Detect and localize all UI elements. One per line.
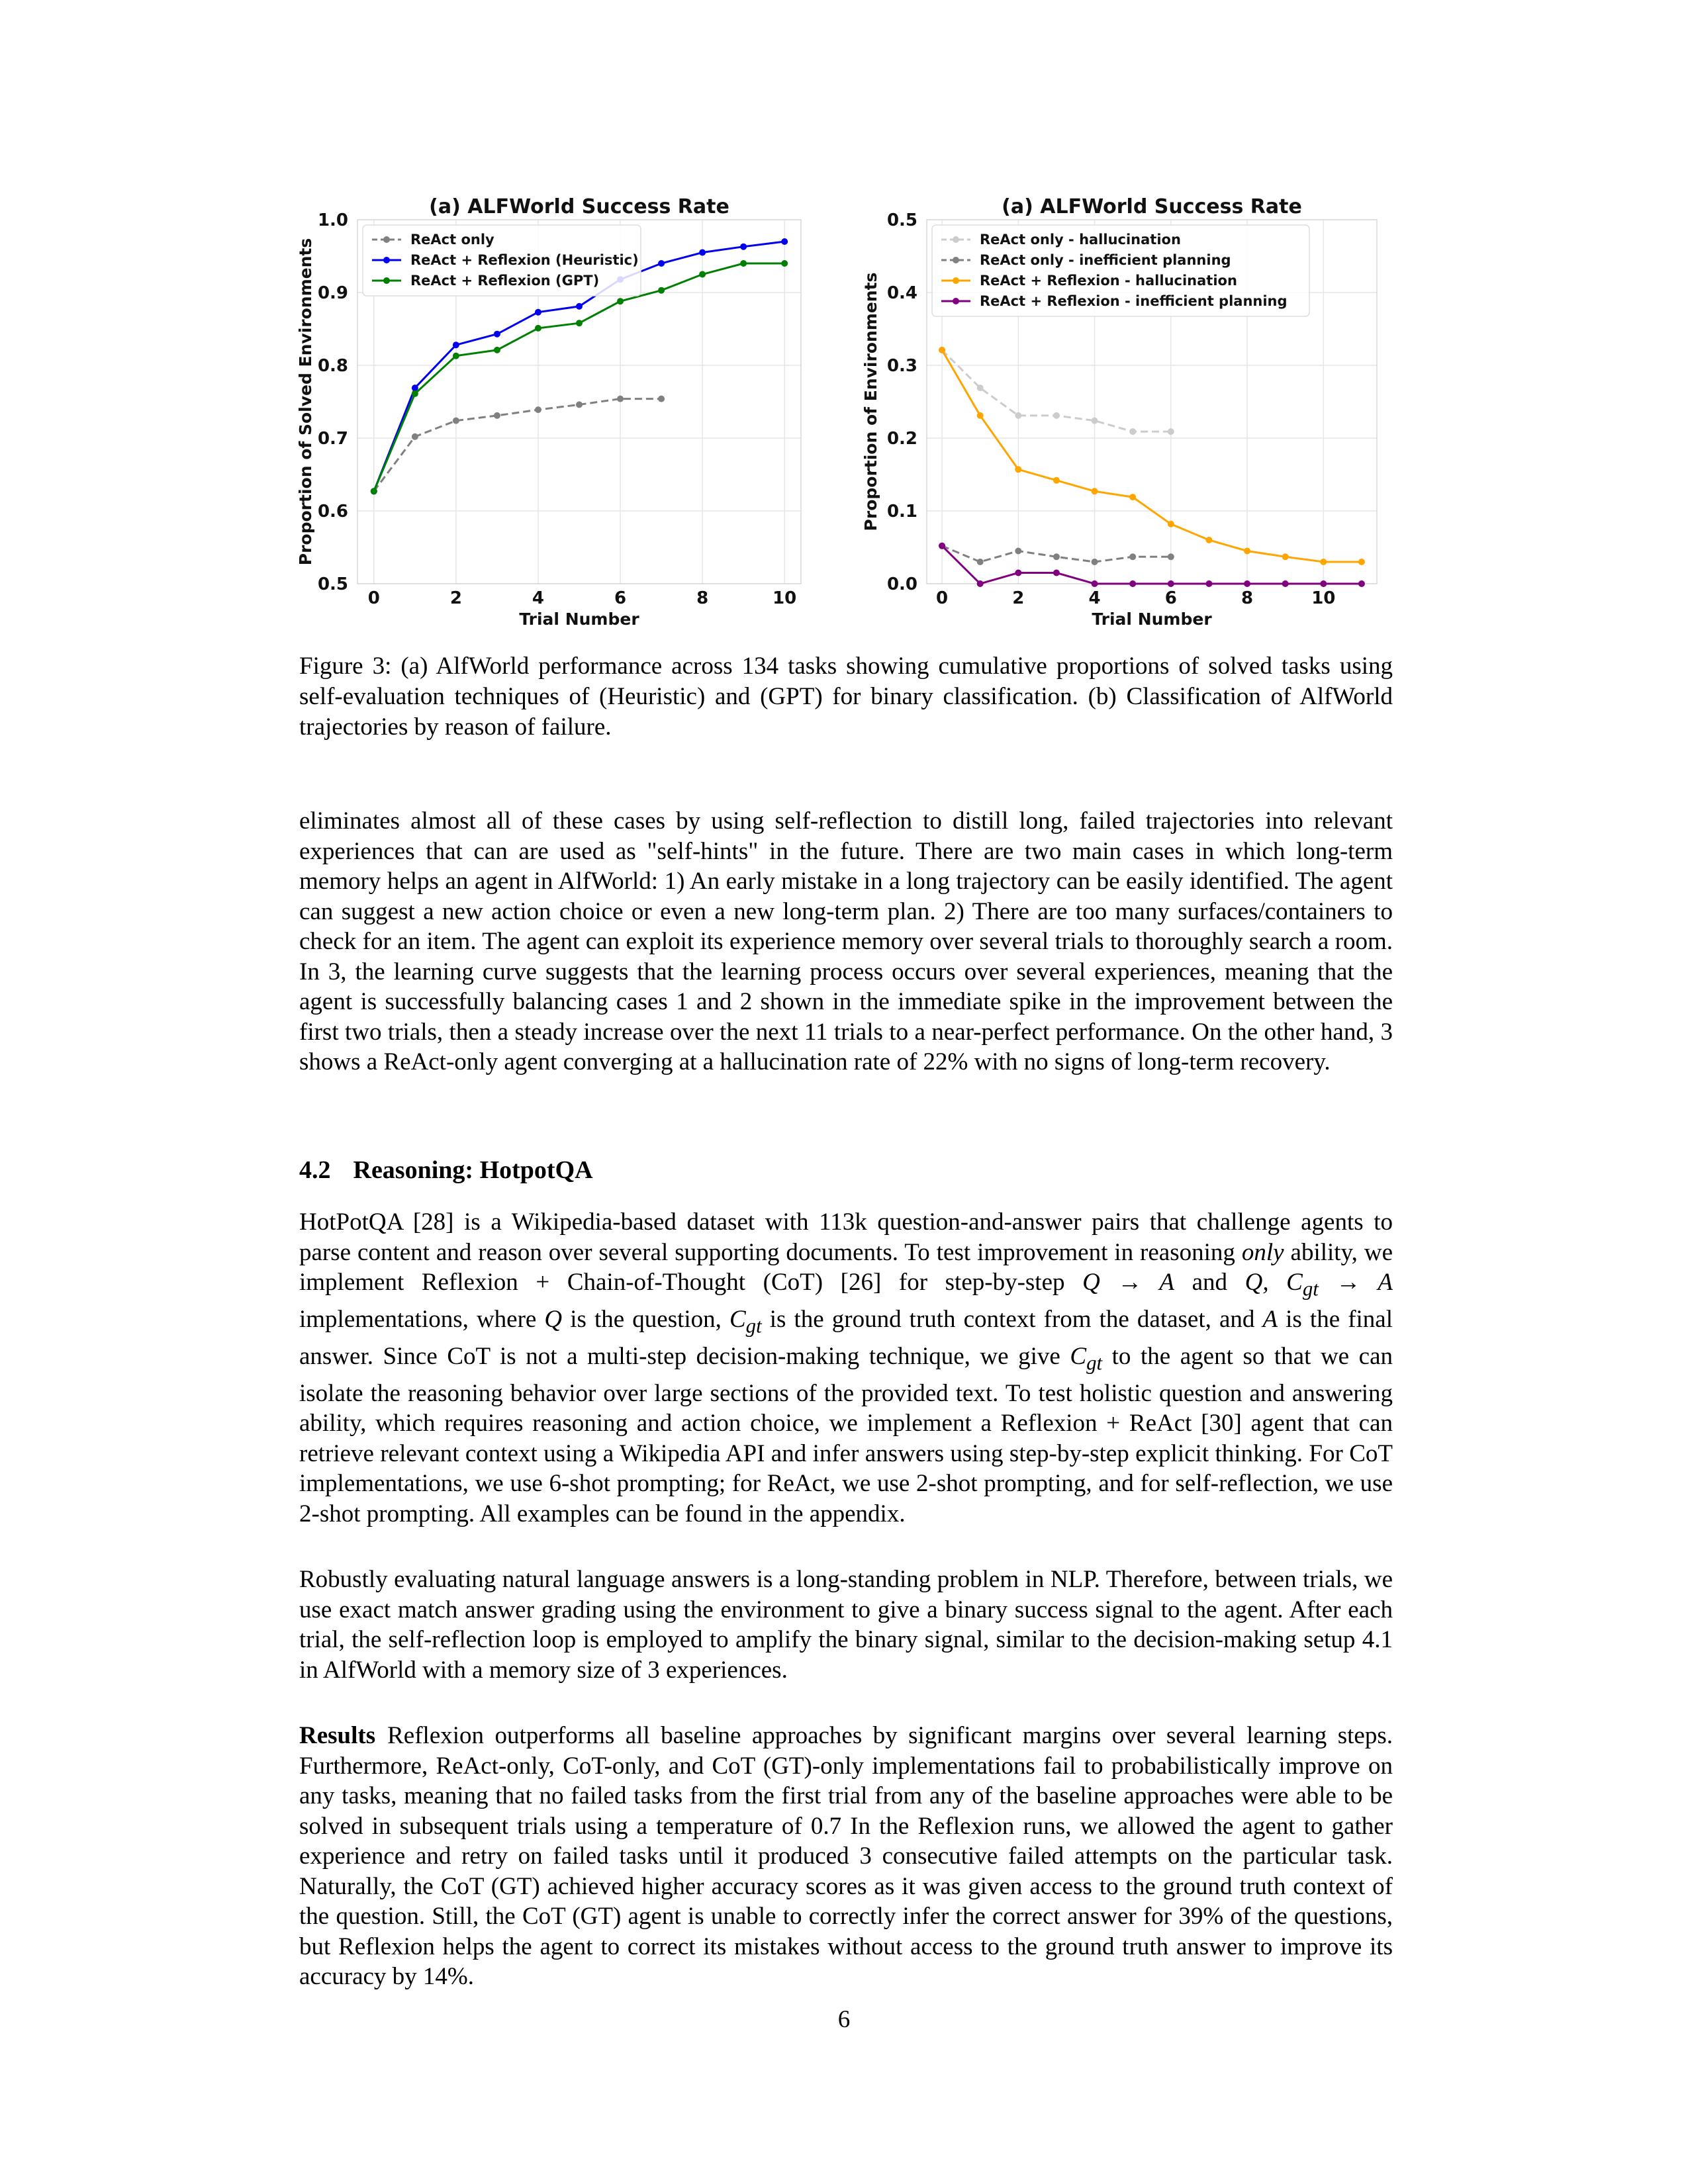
results-text: Reflexion outperforms all baseline approaches by significant margins over several learning steps. Furthermore, ReAct-only, CoT-only, and CoT (GT)-only implementations fail to probabilistically improve on any tasks, meaning that no failed tasks from the first trial from any of the baseline approaches were able to be solved in subsequent trials using a temperature of 0.7 In the Reflexion runs, we allowed the agent to gather experience and retry on failed tasks until it produced 3 consecutive failed attempts on the particular task. Naturally, the CoT (GT) achieved higher accuracy scores as it was given access to the ground truth context of the question. Still, the CoT (GT) agent is unable to correctly infer the correct answer for 39% of the questions, but Reflexion helps the agent to correct its mistakes without access to the ground truth answer to improve its accuracy by 14%.	[299, 1722, 1393, 1990]
paragraph-results	[299, 1721, 1393, 1992]
data-point	[494, 412, 500, 419]
chart-title: (a) ALFWorld Success Rate	[429, 196, 729, 218]
data-point	[1092, 559, 1098, 565]
data-point	[658, 287, 665, 294]
math-c: C	[729, 1305, 746, 1333]
data-point	[1053, 553, 1060, 560]
data-point	[740, 260, 747, 267]
legend-label: ReAct + Reflexion - inefficient planning	[980, 293, 1288, 309]
figure-3-charts	[291, 196, 1390, 633]
data-point	[1015, 548, 1021, 555]
legend-label: ReAct only - inefficient planning	[980, 252, 1231, 268]
x-tick-label: 4	[1088, 588, 1101, 608]
y-tick-label: 1.0	[317, 210, 348, 230]
data-point	[658, 396, 665, 402]
y-tick-label: 0.5	[886, 210, 917, 230]
legend-label: ReAct only - hallucination	[980, 232, 1181, 248]
data-point	[977, 385, 984, 391]
series-line	[942, 546, 1362, 584]
y-axis-label: Proportion of Environments	[861, 272, 880, 531]
legend-marker	[383, 236, 390, 243]
section-title: Reasoning: HotpotQA	[353, 1156, 593, 1184]
math-c: C	[1070, 1342, 1087, 1370]
x-tick-label: 6	[1164, 588, 1177, 608]
text-run: is the final answer. Since CoT is not a multi-step decision-making technique, we give	[299, 1305, 1393, 1370]
chart-title: (a) ALFWorld Success Rate	[1002, 196, 1302, 218]
series-line	[942, 350, 1362, 562]
data-point	[617, 298, 624, 304]
section-heading	[299, 1156, 593, 1185]
data-point	[939, 543, 945, 549]
legend-label: ReAct only	[410, 232, 494, 248]
data-point	[1282, 580, 1289, 587]
emphasis-only: only	[1241, 1238, 1284, 1266]
y-tick-label: 0.2	[886, 429, 917, 449]
data-point	[1092, 580, 1098, 587]
x-axis-label: Trial Number	[1092, 610, 1212, 629]
data-point	[535, 325, 541, 332]
y-tick-label: 0.7	[317, 429, 348, 449]
legend-marker	[953, 257, 959, 263]
data-point	[1320, 559, 1327, 565]
data-point	[1168, 521, 1174, 527]
data-point	[453, 418, 459, 424]
x-tick-label: 10	[773, 588, 797, 608]
data-point	[1358, 580, 1365, 587]
paragraph-alfworld-discussion: eliminates almost all of these cases by using self-reflection to distill long, failed trajectories into relevant experiences that can are used as "self-hints" in the future. There are two main cases in which long-term memory helps an agent in AlfWorld: 1) An early mistake in a long trajectory can be easily identified. The agent can suggest a new action choice or even a new long-term plan. 2) There are too many surfaces/containers to check for an item. The agent can exploit its experience memory over several trials to thoroughly search a room. In 3, the learning curve suggests that the learning process occurs over several experiences, meaning that the agent is successfully balancing cases 1 and 2 shown in the immediate spike in the improvement between the first two trials, then a steady increase over the next 11 trials to a near-perfect performance. On the other hand, 3 shows a ReAct-only agent converging at a hallucination rate of 22% with no signs of long-term recovery.	[299, 807, 1393, 1075]
data-point	[1358, 559, 1365, 565]
math-a: A	[1262, 1305, 1278, 1333]
data-point	[535, 406, 541, 413]
data-point	[699, 271, 706, 278]
legend-marker	[953, 236, 959, 243]
paragraph-hotpotqa-intro	[299, 1207, 1393, 1529]
x-axis-label: Trial Number	[519, 610, 639, 629]
series-line	[942, 350, 1171, 432]
x-tick-label: 8	[1241, 588, 1254, 608]
data-point	[1168, 553, 1174, 560]
y-tick-label: 0.0	[886, 574, 917, 594]
data-point	[371, 488, 377, 494]
math-q-cgt: Q, C	[1244, 1269, 1303, 1296]
math-q-to-a: Q → A	[1082, 1269, 1174, 1296]
data-point	[1168, 580, 1174, 587]
data-point	[1015, 466, 1021, 473]
x-tick-label: 2	[449, 588, 462, 608]
x-tick-label: 2	[1012, 588, 1025, 608]
text-run: is the ground truth context from the dataset, and	[761, 1305, 1263, 1333]
x-tick-label: 0	[367, 588, 380, 608]
page-number: 6	[837, 2006, 851, 2033]
text-run: ability, we implement Reflexion + Chain-of-Thought (CoT) [26] for step-by-step	[299, 1238, 1393, 1296]
text-run: HotPotQA [28] is a Wikipedia-based dataset with 113k question-and-answer pairs that challenge agents to parse content and reason over several supporting documents. To test improvement in reasoning	[299, 1208, 1393, 1266]
y-tick-label: 0.5	[317, 574, 348, 594]
data-point	[781, 238, 788, 245]
y-tick-label: 0.1	[886, 502, 917, 522]
legend-label: ReAct + Reflexion (Heuristic)	[410, 252, 639, 268]
text-run: and	[1174, 1269, 1245, 1296]
math-q: Q	[544, 1305, 563, 1333]
data-point	[977, 580, 984, 587]
y-tick-label: 0.8	[317, 356, 348, 376]
chart-success-rate	[296, 196, 801, 629]
text-run: is the question,	[562, 1305, 729, 1333]
x-tick-label: 6	[614, 588, 627, 608]
data-point	[699, 250, 706, 256]
data-point	[1015, 412, 1021, 419]
legend-label: ReAct + Reflexion - hallucination	[980, 273, 1237, 289]
y-tick-label: 0.6	[317, 502, 348, 522]
data-point	[740, 244, 747, 250]
data-point	[617, 396, 624, 402]
data-point	[1320, 580, 1327, 587]
data-point	[453, 353, 459, 359]
data-point	[1129, 580, 1136, 587]
legend-marker	[383, 257, 390, 263]
data-point	[1092, 488, 1098, 494]
math-to-a: → A	[1318, 1269, 1393, 1296]
data-point	[1168, 428, 1174, 435]
data-point	[1205, 580, 1212, 587]
math-subscript: gt	[745, 1314, 762, 1338]
data-point	[781, 260, 788, 267]
paragraph-evaluation: Robustly evaluating natural language answers is a long-standing problem in NLP. Therefore, between trials, we use exact match answer grading using the environment to give a binary success signal to the agent. After each trial, the self-reflection loop is employed to amplify the binary signal, similar to the decision-making setup 4.1 in AlfWorld with a memory size of 3 experiences.	[299, 1566, 1393, 1684]
data-point	[939, 347, 945, 353]
chart-failure-reasons	[861, 196, 1377, 629]
legend-label: ReAct + Reflexion (GPT)	[410, 273, 600, 289]
data-point	[453, 341, 459, 348]
data-point	[535, 309, 541, 316]
data-point	[1244, 580, 1250, 587]
data-point	[1015, 570, 1021, 576]
figure-3	[291, 196, 1390, 633]
data-point	[1129, 553, 1136, 560]
y-tick-label: 0.4	[886, 283, 917, 303]
data-point	[658, 260, 665, 267]
text-run: implementations, where	[299, 1305, 545, 1333]
data-point	[1282, 553, 1289, 560]
results-run-in-heading: Results	[299, 1722, 376, 1749]
data-point	[576, 320, 583, 326]
data-point	[494, 347, 500, 353]
data-point	[977, 559, 984, 565]
data-point	[576, 303, 583, 310]
data-point	[977, 412, 984, 419]
section-number: 4.2	[299, 1156, 331, 1184]
y-tick-label: 0.9	[317, 283, 348, 303]
data-point	[576, 401, 583, 408]
legend-marker	[383, 277, 390, 284]
data-point	[1129, 428, 1136, 435]
math-subscript: gt	[1086, 1351, 1103, 1375]
y-tick-label: 0.3	[886, 356, 917, 376]
x-tick-label: 4	[532, 588, 545, 608]
legend-marker	[953, 277, 959, 284]
figure-caption: Figure 3: (a) AlfWorld performance across 134 tasks showing cumulative proportions of solved tasks using self-evaluation techniques of (Heuristic) and (GPT) for binary classification. (b) Classification of AlfWorld trajectories by reason of failure.	[299, 653, 1393, 741]
data-point	[1053, 477, 1060, 484]
data-point	[1244, 548, 1250, 555]
series-line	[374, 263, 784, 491]
x-tick-label: 8	[696, 588, 709, 608]
legend-marker	[953, 298, 959, 304]
x-tick-label: 10	[1311, 588, 1336, 608]
data-point	[1053, 412, 1060, 419]
x-tick-label: 0	[936, 588, 949, 608]
math-subscript: gt	[1302, 1277, 1319, 1300]
data-point	[1053, 570, 1060, 576]
data-point	[1205, 537, 1212, 543]
data-point	[494, 331, 500, 338]
data-point	[412, 385, 418, 391]
data-point	[412, 433, 418, 440]
text-run: to the agent so that we can isolate the reasoning behavior over large sections of the provided text. To test holistic question and answering ability, which requires reasoning and action choice, we implement a Reflexion + ReAct [30] agent that can retrieve relevant context using a Wikipedia API and infer answers using step-by-step explicit thinking. For CoT implementations, we use 6-shot prompting; for ReAct, we use 2-shot prompting, and for self-reflection, we use 2-shot prompting. All examples can be found in the appendix.	[299, 1342, 1393, 1527]
data-point	[412, 390, 418, 397]
y-axis-label: Proportion of Solved Environments	[296, 238, 315, 566]
data-point	[1092, 418, 1098, 424]
data-point	[1129, 494, 1136, 500]
series-line	[374, 399, 661, 492]
